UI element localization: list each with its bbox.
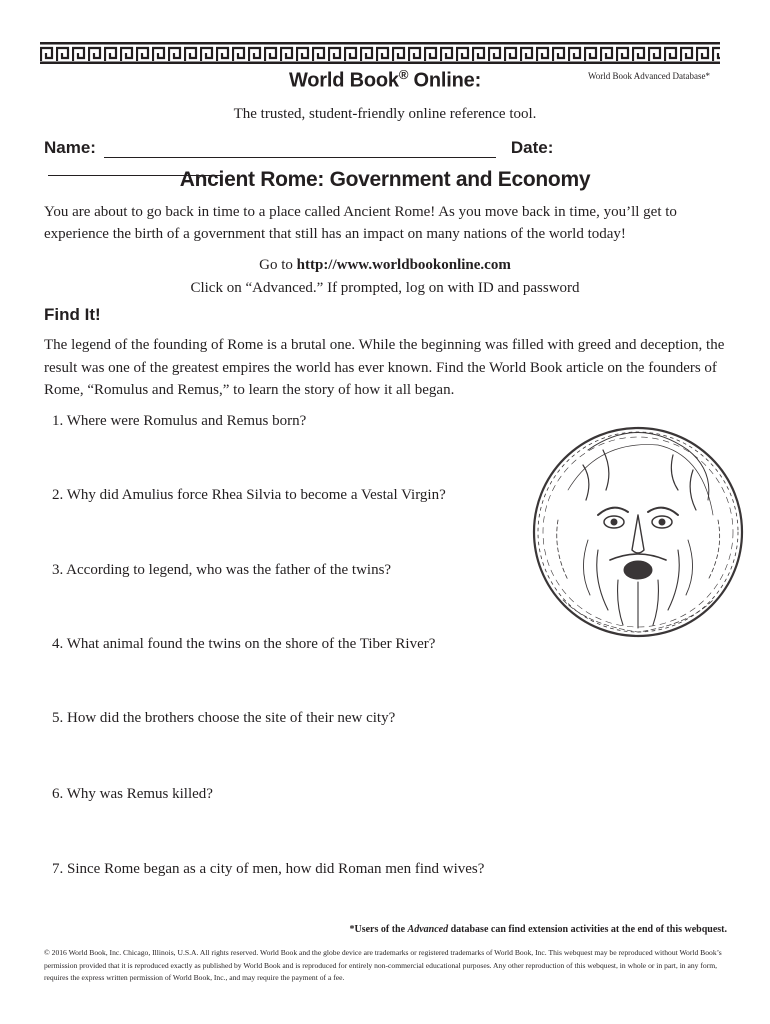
mouth-of-truth-medallion-image bbox=[528, 420, 748, 645]
date-label: Date: bbox=[510, 138, 554, 157]
question-3: 3. According to legend, who was the father of the twins? bbox=[52, 562, 392, 578]
goto-line: Go to http://www.worldbookonline.com bbox=[259, 257, 511, 273]
question-1: 1. Where were Romulus and Remus born? bbox=[52, 413, 307, 429]
advanced-database-label: World Book Advanced Database* bbox=[588, 71, 710, 81]
advanced-users-note: *Users of the Advanced database can find extension activities at the end of this webquest. bbox=[349, 924, 727, 935]
question-7: 7. Since Rome began as a city of men, how did Roman men find wives? bbox=[52, 861, 485, 877]
worldbook-url-link[interactable]: http://www.worldbookonline.com bbox=[296, 257, 511, 273]
intro-paragraph: You are about to go back in time to a place called Ancient Rome! As you move back in time, you’ll get to experience the birth of a government that still has an impact on many nations of the world today! bbox=[44, 204, 677, 242]
copyright-notice: © 2016 World Book, Inc. Chicago, Illinois, U.S.A. All rights reserved. World Book and the globe device are trademarks or registered trademarks of World Book, Inc. This webquest may be reproduced without World Book’s permission provided that it is reproduced exactly as published by World Book and is reproduced for entirely non-commercial educational purposes. Any other reproduction of this webquest, in whole or in part, in any form, requires the express written permission of World Book, Inc., and may require the payment of a fee. bbox=[44, 948, 722, 982]
find-it-heading: Find It! bbox=[44, 305, 101, 324]
question-2: 2. Why did Amulius force Rhea Silvia to become a Vestal Virgin? bbox=[52, 487, 446, 503]
tagline: The trusted, student-friendly online reference tool. bbox=[233, 106, 537, 122]
legend-paragraph: The legend of the founding of Rome is a brutal one. While the beginning was filled with greed and deception, the result was one of the greatest empires the world has ever known. Find the World Book article on the founders of Rome, “Romulus and Remus,” to learn the story of how it all began. bbox=[44, 337, 725, 398]
question-6: 6. Why was Remus killed? bbox=[52, 786, 213, 802]
greek-key-border bbox=[40, 42, 720, 64]
worksheet-title: Ancient Rome: Government and Economy bbox=[179, 168, 591, 191]
name-label: Name: bbox=[44, 138, 96, 157]
world-book-online-title: World Book® Online: bbox=[288, 67, 482, 92]
question-4: 4. What animal found the twins on the shore of the Tiber River? bbox=[52, 636, 436, 652]
name-field-line[interactable] bbox=[104, 141, 496, 158]
question-5: 5. How did the brothers choose the site of their new city? bbox=[52, 710, 396, 726]
name-date-row bbox=[44, 138, 724, 162]
click-instruction: Click on “Advanced.” If prompted, log on with ID and password bbox=[190, 280, 580, 296]
